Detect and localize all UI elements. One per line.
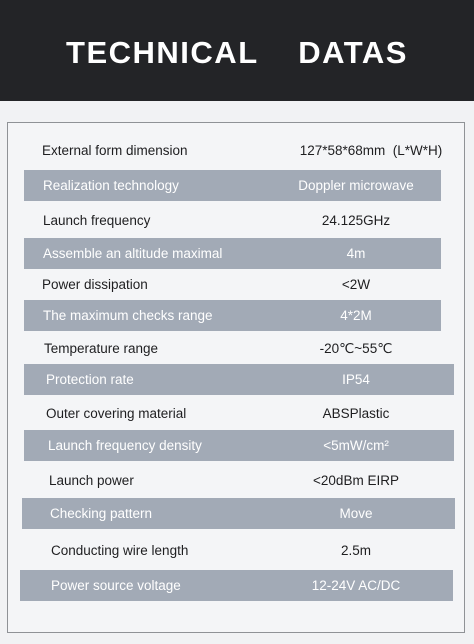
spec-row-power-dissipation <box>24 269 441 300</box>
spec-row-temperature-range <box>24 333 441 364</box>
spec-row-launch-power <box>24 465 454 496</box>
spec-label: Launch power <box>49 473 134 488</box>
spec-row-maximum-checks-range <box>24 300 441 331</box>
spec-label: The maximum checks range <box>43 308 213 323</box>
spec-row-external-form-dimension <box>26 135 443 166</box>
spec-row-power-source-voltage <box>20 570 453 601</box>
header-banner <box>0 0 474 101</box>
spec-value: Move <box>339 506 373 521</box>
spec-value: 2.5m <box>340 543 371 558</box>
spec-row-protection-rate <box>24 364 454 395</box>
spec-row-checking-pattern <box>22 498 455 529</box>
spec-value: ABSPlastic <box>322 406 390 421</box>
spec-value: <2W <box>341 277 371 292</box>
spec-value: IP54 <box>342 372 370 387</box>
spec-row-conducting-wire-length <box>22 535 455 566</box>
spec-label: External form dimension <box>42 143 188 158</box>
spec-label: Assemble an altitude maximal <box>43 246 223 261</box>
spec-row-launch-frequency <box>24 205 441 236</box>
spec-value: -20℃~55℃ <box>319 340 393 356</box>
spec-value: Doppler microwave <box>298 178 414 193</box>
spec-label: Temperature range <box>44 341 159 356</box>
spec-row-outer-covering-material <box>24 398 454 429</box>
spec-value: 4*2M <box>340 308 372 323</box>
spec-label: Outer covering material <box>46 406 187 421</box>
spec-row-realization-technology <box>24 170 441 201</box>
page-title: TECHNICAL DATAS <box>66 34 408 70</box>
spec-value: 127*58*68mm (L*W*H) <box>299 143 443 158</box>
spec-value: <5mW/cm² <box>323 438 389 453</box>
spec-row-assemble-altitude <box>24 238 441 269</box>
spec-label: Checking pattern <box>50 506 153 521</box>
spec-label: Power dissipation <box>42 277 148 292</box>
spec-label: Protection rate <box>46 372 134 387</box>
spec-label: Launch frequency density <box>48 438 202 453</box>
spec-label: Power source voltage <box>51 578 181 593</box>
spec-label: Launch frequency <box>43 213 151 228</box>
spec-label: Conducting wire length <box>51 543 189 558</box>
spec-value: 12-24V AC/DC <box>311 578 401 593</box>
spec-value: 4m <box>346 246 366 261</box>
spec-value: 24.125GHz <box>321 213 391 228</box>
spec-label: Realization technology <box>43 178 179 193</box>
spec-value: <20dBm EIRP <box>313 473 399 488</box>
spec-row-launch-frequency-density <box>24 430 454 461</box>
